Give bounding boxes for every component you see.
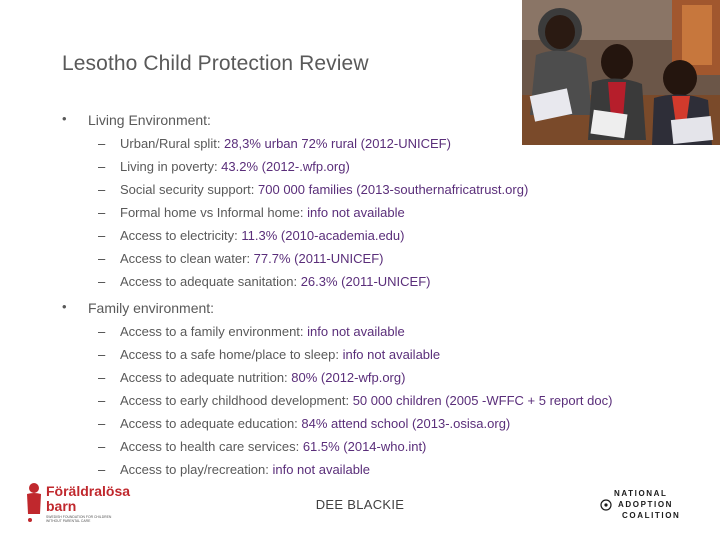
dash-icon: – xyxy=(98,136,106,151)
dash-icon: – xyxy=(98,370,106,385)
item-label: Access to adequate sanitation: xyxy=(120,274,301,289)
item-label: Formal home vs Informal home: xyxy=(120,205,308,220)
item-value: info not available xyxy=(272,462,371,477)
logo-text-national: NATIONAL xyxy=(614,489,668,498)
item-label: Social security support: xyxy=(120,182,259,197)
dash-icon: – xyxy=(98,205,106,220)
item-label: Access to a safe home/place to sleep: xyxy=(120,347,343,362)
item-label: Urban/Rural split: xyxy=(120,136,225,151)
slide-title: Lesotho Child Protection Review xyxy=(62,52,369,75)
footer-author: DEE BLACKIE xyxy=(315,497,405,512)
item-label: Access to adequate education: xyxy=(120,416,302,431)
bullet-icon: • xyxy=(62,299,67,314)
item-label: Access to a family environment: xyxy=(120,324,308,339)
logo-text-line1: Föräldralösa xyxy=(46,483,131,499)
logo-text-adoption: ADOPTION xyxy=(618,500,674,509)
item-value: 43.2% (2012-.wfp.org) xyxy=(221,159,350,174)
item-label: Access to adequate nutrition: xyxy=(120,370,292,385)
logo-small-text-1: SWEDISH FOUNDATION FOR CHILDREN xyxy=(46,515,112,519)
children-photo-icon xyxy=(522,0,720,145)
item-value: info not available xyxy=(342,347,441,362)
dash-icon: – xyxy=(98,462,106,477)
foraldralosa-barn-logo xyxy=(22,478,172,528)
dash-icon: – xyxy=(98,324,106,339)
item-value: 77.7% (2011-UNICEF) xyxy=(253,251,384,266)
item-label: Access to health care services: xyxy=(120,439,303,454)
item-value: 700 000 families (2013-southernafricatrust.org) xyxy=(258,182,529,197)
item-label: Living in poverty: xyxy=(120,159,222,174)
dash-icon: – xyxy=(98,228,106,243)
national-adoption-coalition-logo-icon xyxy=(600,486,700,524)
item-label: Access to play/recreation: xyxy=(120,462,273,477)
item-value: info not available xyxy=(307,324,405,339)
dash-icon: – xyxy=(98,274,106,289)
dash-icon: – xyxy=(98,251,106,266)
item-value: info not available xyxy=(307,205,405,220)
bullet-icon: • xyxy=(62,111,67,126)
item-value: 61.5% (2014-who.int) xyxy=(302,439,427,454)
dash-icon: – xyxy=(98,159,106,174)
item-value: 84% attend school (2013-.osisa.org) xyxy=(301,416,511,431)
item-label: Access to clean water: xyxy=(120,251,254,266)
item-label: Access to electricity: xyxy=(120,228,242,243)
section-heading: Living Environment: xyxy=(88,112,211,128)
dash-icon: – xyxy=(98,182,106,197)
item-value: 50 000 children (2005 -WFFC + 5 report doc) xyxy=(352,393,613,408)
logo-text-coalition: COALITION xyxy=(622,511,681,520)
foraldralosa-barn-logo-icon xyxy=(22,478,172,528)
national-adoption-coalition-logo xyxy=(600,486,700,524)
logo-small-text-2: WITHOUT PARENTAL CARE xyxy=(46,519,91,523)
item-value: 80% (2012-wfp.org) xyxy=(291,370,406,385)
dash-icon: – xyxy=(98,439,106,454)
item-value: 26.3% (2011-UNICEF) xyxy=(300,274,431,289)
section-heading: Family environment: xyxy=(88,300,215,316)
item-value: 11.3% (2010-academia.edu) xyxy=(241,228,405,243)
item-value: 28,3% urban 72% rural (2012-UNICEF) xyxy=(224,136,451,151)
item-label: Access to early childhood development: xyxy=(120,393,353,408)
dash-icon: – xyxy=(98,393,106,408)
dash-icon: – xyxy=(98,347,106,362)
children-photo xyxy=(522,0,720,145)
logo-text-line2: barn xyxy=(46,498,77,514)
dash-icon: – xyxy=(98,416,106,431)
